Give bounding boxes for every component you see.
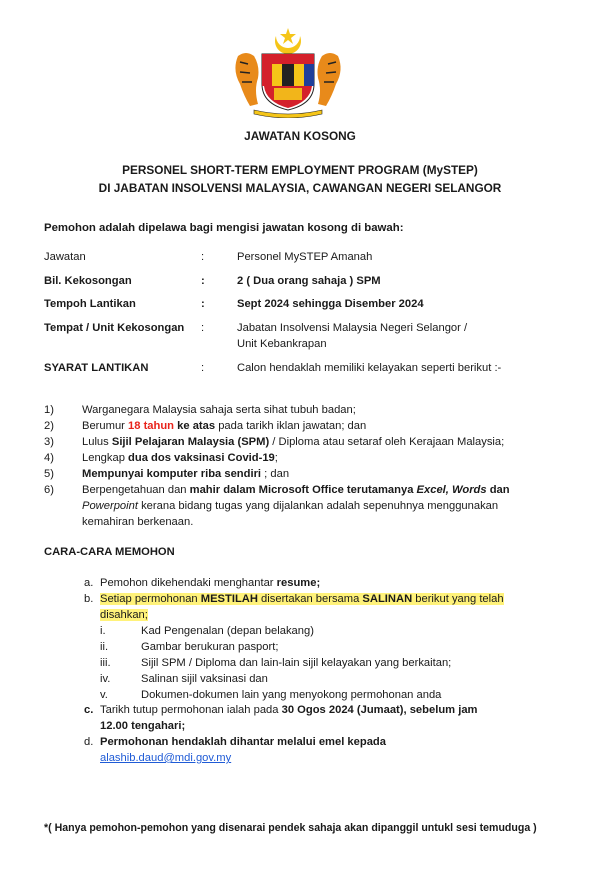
step-text-line2: 12.00 tengahari; (100, 720, 186, 732)
list-number: 5) (44, 468, 54, 480)
list-number: 3) (44, 436, 54, 448)
field-colon: : (201, 298, 205, 310)
list-number: iii. (100, 657, 111, 669)
footnote: *( Hanya pemohon-pemohon yang disenarai pendek sahaja akan dipanggil untukl sesi temuduga ) (44, 822, 537, 834)
field-colon: : (201, 275, 205, 287)
field-value: Calon hendaklah memiliki kelayakan seperti berikut :- (237, 362, 502, 374)
field-value: Sept 2024 sehingga Disember 2024 (237, 298, 424, 310)
list-text: Salinan sijil vaksinasi dan (141, 673, 268, 685)
program-title-line1: PERSONEL SHORT-TERM EMPLOYMENT PROGRAM (MySTEP) (122, 163, 478, 177)
list-text: Sijil SPM / Diploma dan lain-lain sijil kelayakan yang berkaitan; (141, 657, 452, 669)
list-text-line3: kemahiran berkenaan. (82, 516, 194, 528)
field-label: Tempoh Lantikan (44, 298, 136, 310)
list-number: 1) (44, 404, 54, 416)
section-heading: CARA-CARA MEMOHON (44, 546, 175, 558)
intro-text: Pemohon adalah dipelawa bagi mengisi jawatan kosong di bawah: (44, 222, 404, 234)
field-value: 2 ( Dua orang sahaja ) SPM (237, 275, 381, 287)
list-text: Lengkap dua dos vaksinasi Covid-19; (82, 452, 278, 464)
page-title: JAWATAN KOSONG (244, 129, 356, 143)
coat-of-arms-icon (228, 26, 348, 118)
field-colon: : (201, 362, 205, 374)
list-text: Gambar berukuran pasport; (141, 641, 279, 653)
list-text: Dokumen-dokumen lain yang menyokong permohonan anda (141, 689, 442, 701)
step-text: Permohonan hendaklah dihantar melalui emel kepada (100, 736, 386, 748)
step-letter: b. (84, 593, 94, 605)
step-letter: a. (84, 577, 94, 589)
list-number: ii. (100, 641, 109, 653)
step-letter: c. (84, 704, 94, 716)
field-label: Tempat / Unit Kekosongan (44, 322, 185, 334)
list-number: 6) (44, 484, 54, 496)
field-colon: : (201, 322, 205, 334)
field-value-line1: Jabatan Insolvensi Malaysia Negeri Selangor / (237, 322, 468, 334)
step-text: Setiap permohonan MESTILAH disertakan bersama SALINAN berikut yang telah (100, 593, 504, 605)
field-label: Bil. Kekosongan (44, 275, 132, 287)
list-number: iv. (100, 673, 111, 685)
list-number: v. (100, 689, 108, 701)
list-text: Berpengetahuan dan mahir dalam Microsoft Office terutamanya Excel, Words dan (82, 484, 510, 496)
list-number: i. (100, 625, 106, 637)
field-label: Jawatan (44, 251, 86, 263)
list-text-line2: Powerpoint kerana bidang tugas yang dijalankan adalah sepenuhnya menggunakan (82, 500, 499, 512)
step-text: Tarikh tutup permohonan ialah pada 30 Ogos 2024 (Jumaat), sebelum jam (100, 704, 478, 716)
list-text: Warganegara Malaysia sahaja serta sihat tubuh badan; (82, 404, 356, 416)
field-label: SYARAT LANTIKAN (44, 362, 149, 374)
list-text: Kad Pengenalan (depan belakang) (141, 625, 314, 637)
list-number: 4) (44, 452, 54, 464)
list-text: Lulus Sijil Pelajaran Malaysia (SPM) / Diploma atau setaraf oleh Kerajaan Malaysia; (82, 436, 505, 448)
email-link[interactable]: alashib.daud@mdi.gov.my (100, 752, 232, 764)
list-text: Berumur 18 tahun ke atas pada tarikh iklan jawatan; dan (82, 420, 367, 432)
field-value-line2: Unit Kebankrapan (237, 338, 327, 350)
program-title-line2: DI JABATAN INSOLVENSI MALAYSIA, CAWANGAN NEGERI SELANGOR (98, 181, 502, 195)
step-text-line2: disahkan; (100, 609, 148, 621)
step-letter: d. (84, 736, 94, 748)
field-value: Personel MySTEP Amanah (237, 251, 373, 263)
list-number: 2) (44, 420, 54, 432)
list-text: Mempunyai komputer riba sendiri ; dan (82, 468, 290, 480)
step-text: Pemohon dikehendaki menghantar resume; (100, 577, 321, 589)
field-colon: : (201, 251, 205, 263)
